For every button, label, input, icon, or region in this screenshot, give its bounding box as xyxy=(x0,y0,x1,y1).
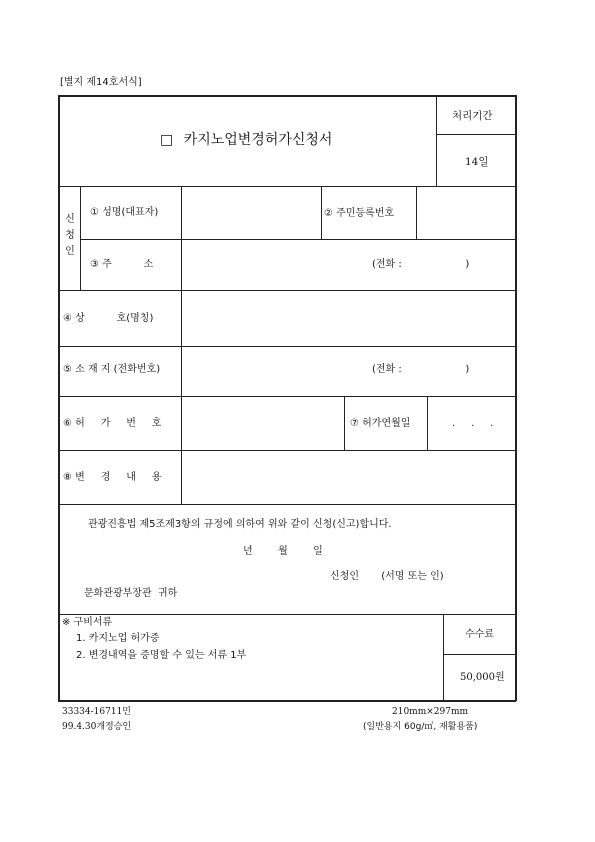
name-field[interactable] xyxy=(190,207,315,221)
declaration-date[interactable]: 년 월 일 xyxy=(243,546,323,557)
divider-label-column xyxy=(181,186,182,504)
footer-code: 33334-16711민 xyxy=(62,707,131,717)
divider-documents xyxy=(58,614,516,615)
address-label: ③ 주 소 xyxy=(90,259,154,270)
change-field[interactable] xyxy=(190,472,510,486)
divider-applicant-row xyxy=(80,239,516,240)
footer-paper: (일반용지 60g/㎡, 재활용품) xyxy=(363,722,478,732)
divider-fee xyxy=(443,614,444,701)
divider-business-name xyxy=(58,346,516,347)
checkbox-icon: □ xyxy=(160,132,174,148)
rrn-field[interactable] xyxy=(422,207,510,221)
divider-fee-row xyxy=(443,654,516,655)
form-title-text: 카지노업변경허가신청서 xyxy=(183,132,333,148)
divider-license xyxy=(58,450,516,451)
form-title xyxy=(160,132,332,148)
name-label: ① 성명(대표자) xyxy=(90,207,159,218)
divider-applicant-end xyxy=(58,290,516,291)
divider-license-date xyxy=(344,396,345,451)
declaration-statement: 관광진흥법 제5조제3항의 규정에 의하여 위와 같이 신청(신고)합니다. xyxy=(88,519,392,530)
divider-license-date-value xyxy=(427,396,428,451)
business-name-field[interactable] xyxy=(190,313,510,327)
change-label: ⑧ 변 경 내 용 xyxy=(63,472,162,483)
form-number: [별지 제14호서식] xyxy=(60,77,142,88)
divider-applicant-group xyxy=(80,186,81,290)
documents-heading: ※ 구비서류 xyxy=(62,617,113,628)
addressee: 문화관광부장관 귀하 xyxy=(84,588,178,599)
divider-location xyxy=(58,396,516,397)
divider-name-rrn xyxy=(321,186,322,240)
footer-approval: 99.4.30개정승인 xyxy=(62,722,132,732)
license-number-field[interactable] xyxy=(190,418,338,432)
address-phone[interactable]: (전화 : ) xyxy=(372,259,470,270)
document-item-1: 1. 카지노업 허가증 xyxy=(76,633,160,644)
outer-border-bottom xyxy=(58,700,516,702)
license-date-label: ⑦ 허가연월일 xyxy=(350,418,411,429)
divider-processing xyxy=(436,134,516,135)
license-number-label: ⑥ 허 가 번 호 xyxy=(63,418,162,429)
fee-label: 수수료 xyxy=(465,629,494,640)
applicant-group-label: 신 청 인 xyxy=(65,214,75,257)
footer-size: 210mm×297mm xyxy=(392,707,469,717)
location-label: ⑤ 소 재 지 (전화번호) xyxy=(63,364,161,375)
divider-rrn-value xyxy=(416,186,417,240)
business-name-label: ④ 상 호(명칭) xyxy=(63,313,154,324)
outer-border-top xyxy=(58,95,516,97)
divider-title-vertical xyxy=(436,95,437,187)
processing-period-value: 14일 xyxy=(465,156,489,168)
applicant-signature[interactable]: 신청인 (서명 또는 인) xyxy=(330,571,444,582)
location-phone[interactable]: (전화 : ) xyxy=(372,364,470,375)
processing-period-label: 처리기간 xyxy=(452,110,493,122)
document-item-2: 2. 변경내역을 증명할 수 있는 서류 1부 xyxy=(76,650,247,661)
license-date-field[interactable]: . . . xyxy=(452,418,494,429)
divider-title xyxy=(58,186,516,187)
divider-change xyxy=(58,504,516,505)
fee-value: 50,000원 xyxy=(460,672,505,683)
rrn-label: ② 주민등록번호 xyxy=(324,208,395,219)
